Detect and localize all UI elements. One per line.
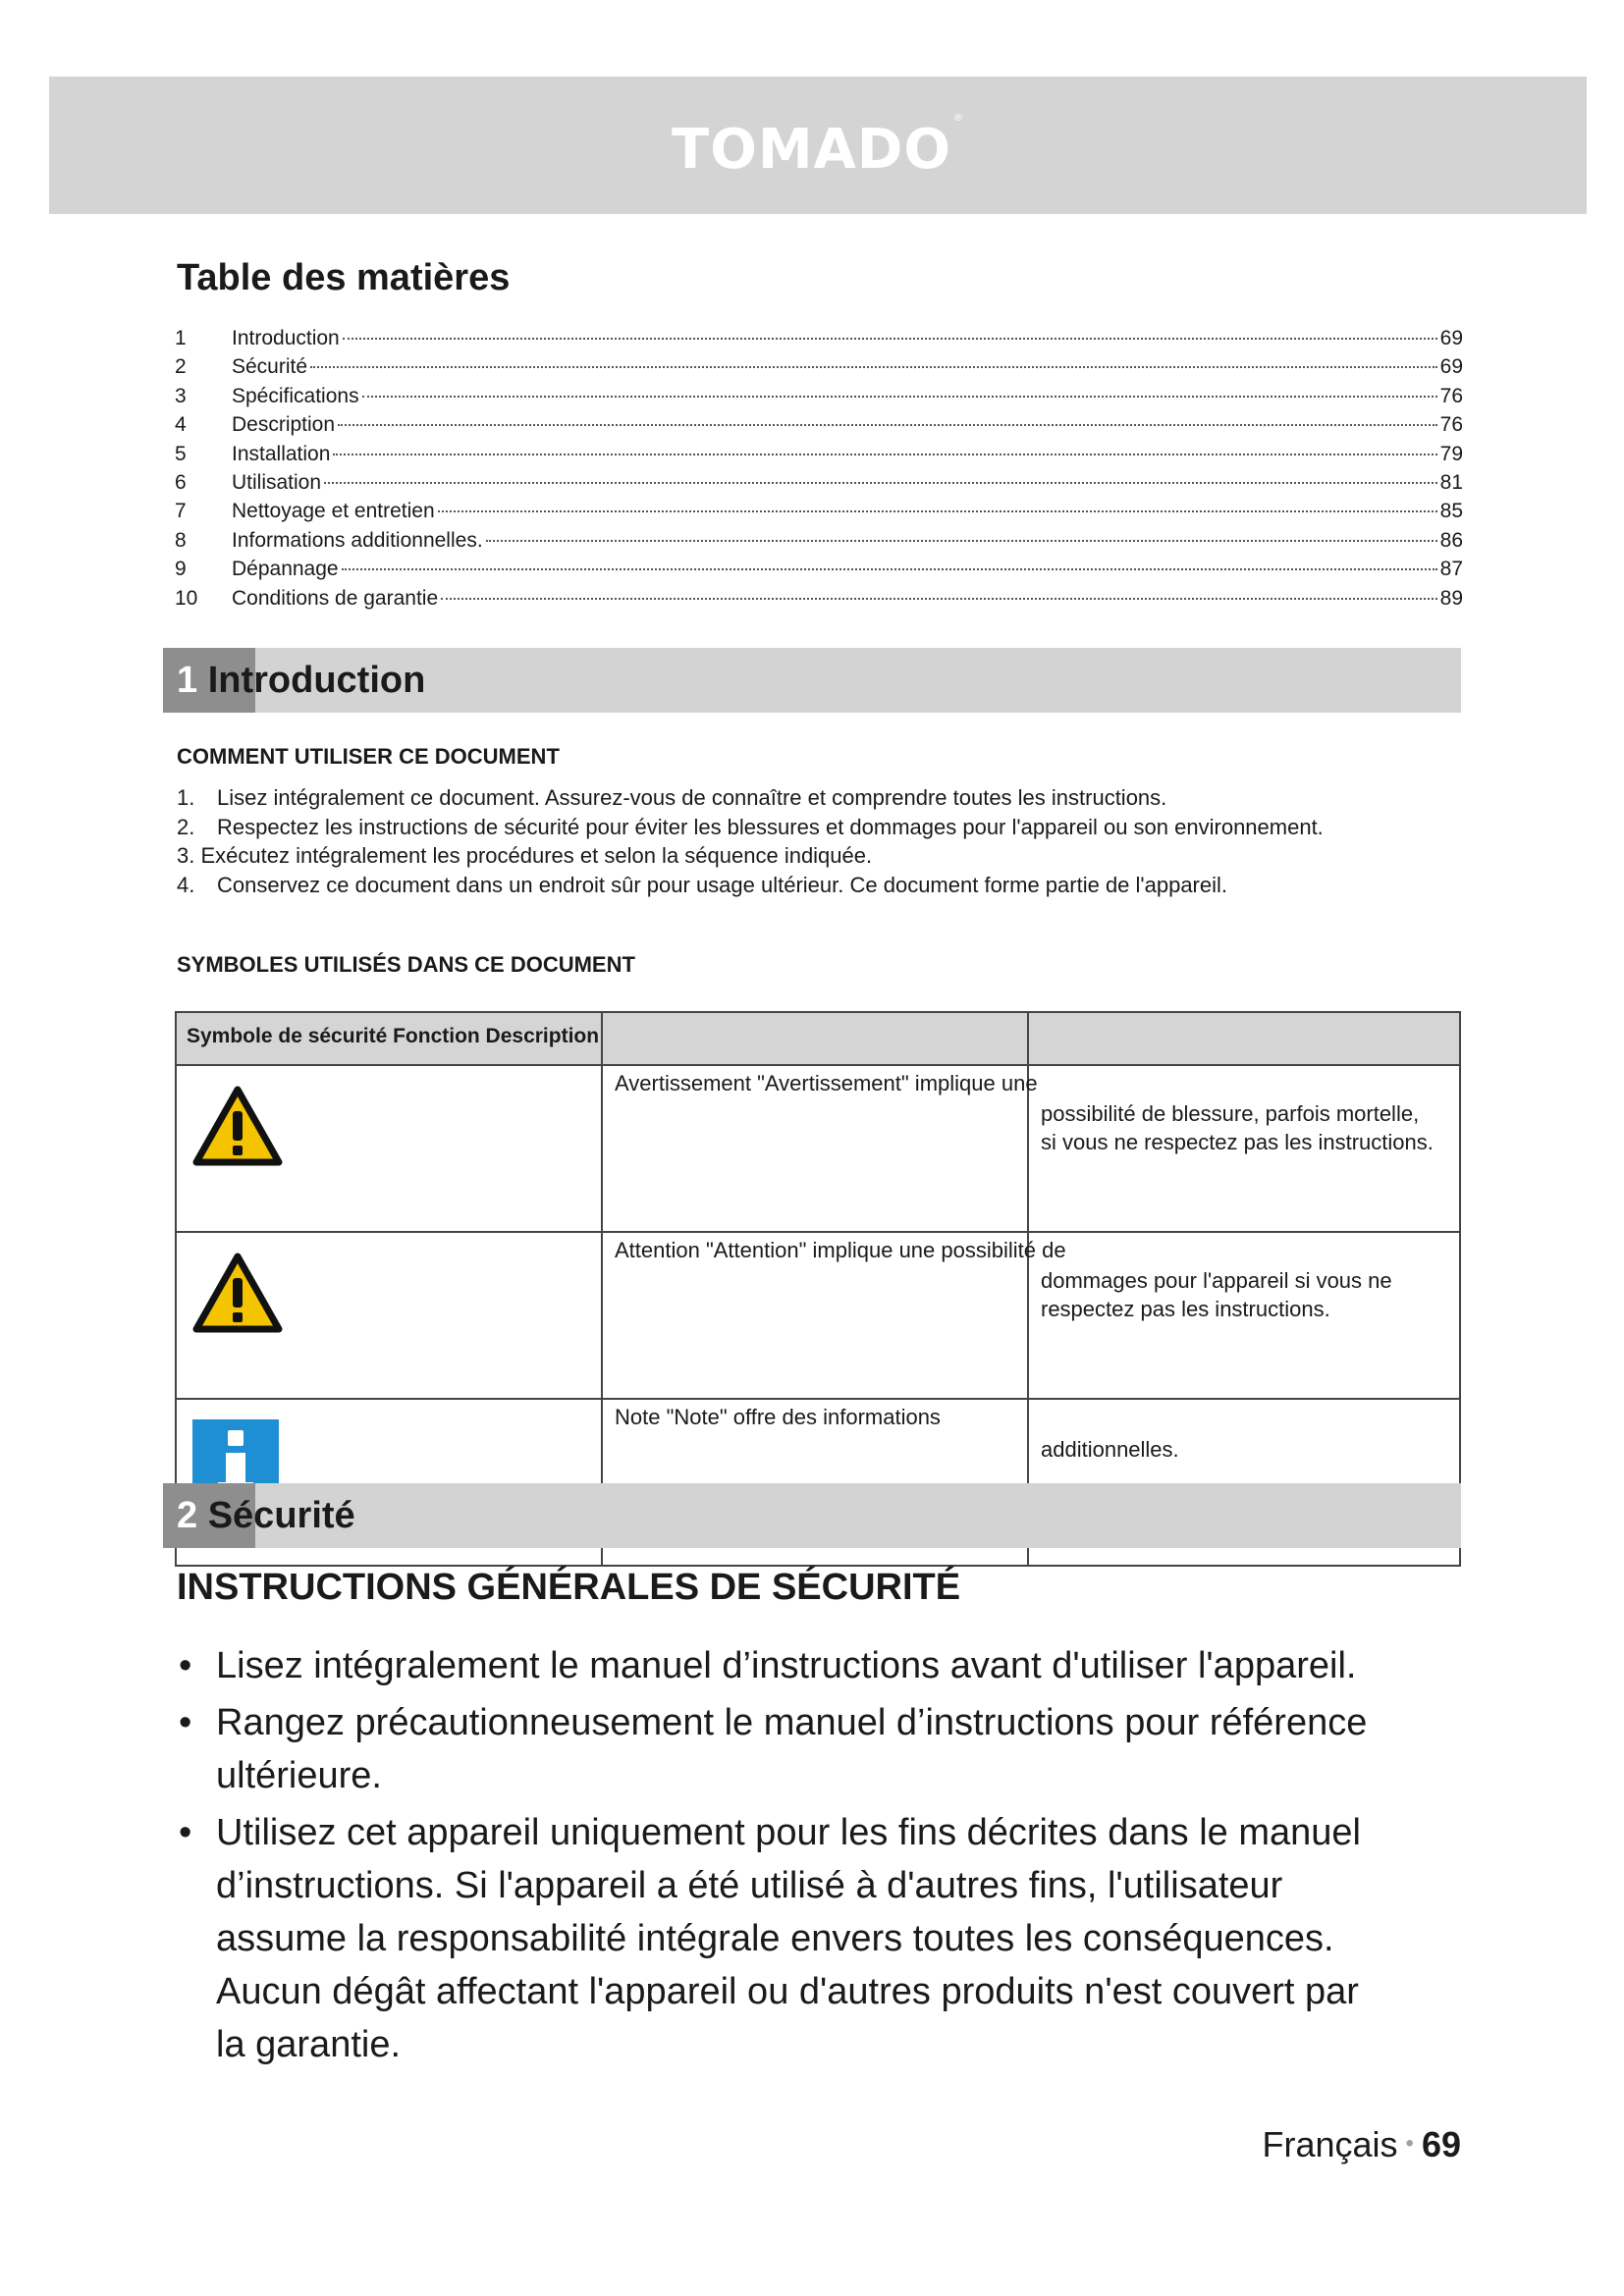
bullet-line: d’instructions. Si l'appareil a été utilisé à d'autres fins, l'utilisateur (216, 1865, 1283, 1906)
toc-dot-leader (441, 598, 1436, 600)
toc-entry-page: 69 (1439, 327, 1463, 349)
toc-entry-number: 3 (175, 384, 187, 407)
toc-entry[interactable] (175, 443, 1463, 471)
toc-entry-page: 79 (1439, 442, 1463, 465)
toc-entry[interactable] (175, 587, 1463, 615)
toc-dot-leader (362, 396, 1437, 398)
warning-triangle-icon (192, 1086, 283, 1166)
toc-dot-leader (310, 366, 1437, 368)
toc-entry-number: 9 (175, 558, 187, 581)
list-item (177, 843, 1453, 873)
list-item-number: 2. (177, 814, 195, 839)
list-item-text: Conservez ce document dans un endroit sûr pour usage ultérieur. Ce document forme partie de l'appareil. (217, 872, 1228, 897)
toc-title: Table des matières (177, 257, 511, 298)
toc-dot-leader (438, 510, 1437, 512)
toc-entry[interactable] (175, 327, 1463, 355)
toc-entry[interactable] (175, 471, 1463, 500)
toc-entry-label: Utilisation (232, 470, 322, 494)
footer-separator: • (1405, 2130, 1414, 2157)
table-cell: additionnelles. (1028, 1399, 1460, 1566)
bullet-line: Aucun dégât affectant l'appareil ou d'autres produits n'est couvert par (216, 1971, 1359, 2012)
toc-entry-label: Conditions de garantie (232, 586, 439, 610)
toc-entry-label: Description (232, 413, 336, 437)
toc-dot-leader (338, 424, 1437, 426)
toc-entry[interactable] (175, 558, 1463, 586)
toc-entry-page: 85 (1439, 500, 1463, 523)
bullet-mark: • (179, 1702, 192, 1743)
how-to-heading: COMMENT UTILISER CE DOCUMENT (177, 744, 560, 769)
list-item (177, 785, 1453, 815)
list-item-number: 1. (177, 785, 195, 810)
toc-entry-page: 89 (1439, 586, 1463, 610)
bullet-mark: • (179, 1645, 192, 1686)
section-title: 1 Introduction (177, 660, 426, 701)
page-number: 69 (1421, 2124, 1461, 2164)
safety-heading: INSTRUCTIONS GÉNÉRALES DE SÉCURITÉ (177, 1567, 961, 1608)
toc-entry-page: 69 (1439, 355, 1463, 379)
toc-entry-page: 86 (1439, 528, 1463, 552)
section-bar-introduction (163, 648, 1461, 713)
bullet-item (177, 1806, 1473, 2071)
toc-entry-number: 6 (175, 470, 187, 494)
warning-triangle-icon (192, 1253, 283, 1333)
bullet-mark: • (179, 1812, 192, 1853)
table-row (176, 1232, 1460, 1399)
toc-entry-label: Introduction (232, 327, 340, 349)
toc-entry[interactable] (175, 385, 1463, 413)
table-cell: Attention "Attention" implique une possibilité de (602, 1232, 1028, 1399)
instruction-steps (177, 785, 1453, 901)
toc-entry-number: 5 (175, 442, 187, 465)
toc-entry[interactable] (175, 355, 1463, 384)
page-footer (1263, 2124, 1462, 2165)
symbols-heading: SYMBOLES UTILISÉS DANS CE DOCUMENT (177, 952, 635, 977)
table-cell: Avertissement "Avertissement" implique une (602, 1065, 1028, 1232)
table-cell: dommages pour l'appareil si vous ne respectez pas les instructions. (1028, 1232, 1460, 1399)
bullet-line: Rangez précautionneusement le manuel d’instructions pour référence (216, 1702, 1368, 1743)
list-item-number: 4. (177, 872, 195, 897)
footer-language: Français (1262, 2124, 1398, 2164)
table-cell: Note "Note" offre des informations (602, 1399, 1028, 1566)
bullet-line: la garantie. (216, 2024, 402, 2065)
toc-dot-leader (486, 540, 1437, 542)
table-cell: possibilité de blessure, parfois mortelle, si vous ne respectez pas les instructions. (1028, 1065, 1460, 1232)
table-cell (176, 1232, 602, 1399)
toc-entry-number: 7 (175, 500, 187, 523)
toc-entry-number: 4 (175, 413, 187, 437)
table-header-row (176, 1012, 1460, 1065)
bullet-line: Lisez intégralement le manuel d’instructions avant d'utiliser l'appareil. (216, 1645, 1357, 1686)
table-header-cell: Symbole de sécurité Fonction Description (176, 1012, 602, 1065)
list-item (177, 873, 1453, 902)
table-row (176, 1065, 1460, 1232)
toc-entry-number: 2 (175, 355, 187, 379)
list-item-text: Respectez les instructions de sécurité pour éviter les blessures et dommages pour l'appareil ou son environnement. (217, 814, 1324, 839)
toc-entry-label: Dépannage (232, 558, 339, 581)
list-item-text: 3. Exécutez intégralement les procédures et selon la séquence indiquée. (177, 843, 873, 869)
toc-entry-number: 1 (175, 327, 187, 349)
table-cell (176, 1065, 602, 1232)
toc-entry-label: Spécifications (232, 384, 359, 407)
brand-logo: TOMADO ® (672, 112, 964, 182)
toc-dot-leader (342, 568, 1437, 570)
toc-entry-page: 81 (1439, 470, 1463, 494)
bullet-line: Utilisez cet appareil uniquement pour les fins décrites dans le manuel (216, 1812, 1361, 1853)
list-item-text: Lisez intégralement ce document. Assurez-vous de connaître et comprendre toutes les instructions. (217, 785, 1167, 810)
bullet-item (177, 1696, 1473, 1802)
toc-entry-page: 76 (1439, 384, 1463, 407)
toc-dot-leader (324, 482, 1437, 484)
toc-entry[interactable] (175, 529, 1463, 558)
table-of-contents (175, 327, 1463, 615)
toc-entry-page: 76 (1439, 413, 1463, 437)
toc-entry-page: 87 (1439, 558, 1463, 581)
section-bar-safety (163, 1483, 1461, 1548)
section-title: 2 Sécurité (177, 1495, 355, 1536)
header-bar (49, 77, 1587, 214)
toc-dot-leader (333, 454, 1436, 455)
toc-entry-number: 10 (175, 586, 198, 610)
toc-entry-label: Informations additionnelles. (232, 528, 483, 552)
toc-dot-leader (343, 338, 1437, 340)
bullet-item (177, 1639, 1473, 1692)
toc-entry-label: Sécurité (232, 355, 308, 379)
table-header-cell (602, 1012, 1028, 1065)
table-header-cell (1028, 1012, 1460, 1065)
safety-bullets (177, 1639, 1473, 2071)
toc-entry-label: Installation (232, 442, 331, 465)
toc-entry[interactable] (175, 413, 1463, 442)
bullet-line: assume la responsabilité intégrale envers toutes les conséquences. (216, 1918, 1334, 1959)
toc-entry[interactable] (175, 500, 1463, 528)
bullet-line: ultérieure. (216, 1755, 382, 1796)
list-item (177, 815, 1453, 844)
toc-entry-label: Nettoyage et entretien (232, 500, 435, 523)
toc-entry-number: 8 (175, 528, 187, 552)
